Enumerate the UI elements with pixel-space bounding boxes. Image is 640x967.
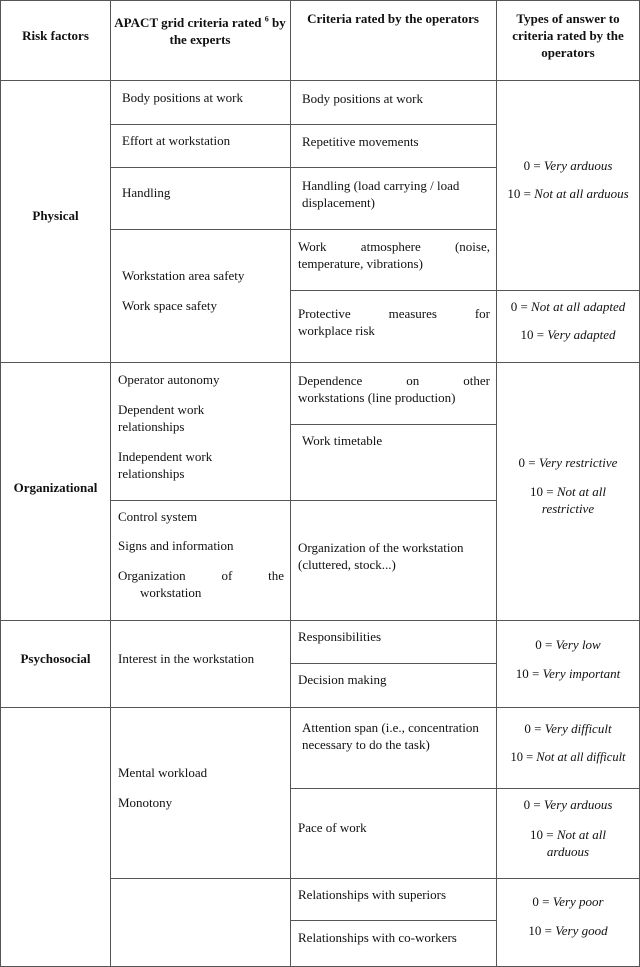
answer-label: Very difficult xyxy=(544,721,612,736)
header-apact-a: APACT grid criteria rated xyxy=(114,15,262,30)
expert-organization-a: Organization of the xyxy=(118,568,284,583)
expert-area-safety: Workstation area safety xyxy=(122,268,245,283)
expert-signs-info: Signs and information xyxy=(118,538,234,553)
operator-organization-ws: Organization of the workstation (cluttered, stock...) xyxy=(298,540,464,572)
operator-attention: Attention span (i.e., concentration necessary to do the task) xyxy=(302,720,479,752)
answer-label: Very arduous xyxy=(543,797,613,812)
expert-space-safety: Work space safety xyxy=(122,298,217,313)
expert-operator-autonomy: Operator autonomy xyxy=(118,372,220,387)
operator-protective-b: workplace risk xyxy=(298,323,375,338)
expert-independent-relationships: Independent work relationships xyxy=(118,449,213,481)
answer-arduous-10 xyxy=(497,185,639,202)
answer-label: Very low xyxy=(555,637,601,652)
operator-repetitive: Repetitive movements xyxy=(302,134,419,149)
answer-prefix: 0 = xyxy=(523,158,544,173)
operator-atmosphere-a: Work atmosphere (noise, xyxy=(298,239,490,254)
answer-restrictive-0 xyxy=(497,454,639,471)
expert-effort: Effort at workstation xyxy=(122,133,231,148)
answer-difficult-0 xyxy=(497,720,639,737)
operator-dependence-b: workstations (line production) xyxy=(298,390,456,405)
answer-prefix: 0 = xyxy=(524,721,545,736)
operator-atmosphere-b: temperature, vibrations) xyxy=(298,256,423,271)
expert-dependent-relationships: Dependent work relationships xyxy=(118,402,205,434)
answer-label: Not at all restrictive xyxy=(541,484,606,516)
expert-body-positions: Body positions at work xyxy=(122,90,243,105)
answer-low-10 xyxy=(497,665,639,682)
answer-label: Not at all arduous xyxy=(546,827,606,859)
answer-prefix: 10 = xyxy=(530,484,557,499)
answer-label: Not at all adapted xyxy=(531,299,626,314)
answer-prefix: 0 = xyxy=(510,299,532,314)
expert-control-system: Control system xyxy=(118,509,198,524)
answer-label: Not at all arduous xyxy=(534,186,629,201)
operator-body-positions: Body positions at work xyxy=(302,91,423,106)
answer-poor-10 xyxy=(497,922,639,939)
answer-arduous-0 xyxy=(497,157,639,174)
operator-protective-a: Protective measures for xyxy=(298,306,490,321)
answer-label: Very good xyxy=(555,923,608,938)
header-answer-types: Types of answer to criteria rated by the operators xyxy=(512,11,624,60)
operator-dependence-a: Dependence on other xyxy=(298,373,490,388)
answer-low-0 xyxy=(497,636,639,653)
answer-restrictive-10 xyxy=(512,483,624,517)
factor-organizational: Organizational xyxy=(13,480,98,495)
header-apact-b: by the experts xyxy=(169,15,286,47)
answer-label: Not at all difficult xyxy=(536,750,626,764)
operator-rel-coworkers: Relationships with co-workers xyxy=(298,930,457,945)
answer-prefix: 10 = xyxy=(530,827,557,842)
expert-mental-workload: Mental workload xyxy=(118,765,208,780)
answer-arduous2-10 xyxy=(512,826,624,860)
answer-label: Very arduous xyxy=(543,158,613,173)
answer-prefix: 10 = xyxy=(520,327,548,342)
answer-prefix: 0 = xyxy=(532,894,553,909)
expert-handling: Handling xyxy=(122,185,171,200)
answer-poor-0 xyxy=(497,893,639,910)
answer-prefix: 0 = xyxy=(518,455,539,470)
answer-prefix: 10 = xyxy=(507,186,535,201)
answer-label: Very restrictive xyxy=(538,455,618,470)
operator-rel-superiors: Relationships with superiors xyxy=(298,887,447,902)
answer-prefix: 0 = xyxy=(523,797,544,812)
answer-adapted-10 xyxy=(497,326,639,343)
header-risk-factors: Risk factors xyxy=(22,28,89,43)
answer-prefix: 10 = xyxy=(528,923,556,938)
operator-pace: Pace of work xyxy=(298,820,367,835)
operator-handling: Handling (load carrying / load displacement) xyxy=(302,178,460,210)
header-apact-sup: 6 xyxy=(264,14,269,24)
expert-organization-b: workstation xyxy=(140,585,202,600)
factor-psychosocial: Psychosocial xyxy=(20,651,91,666)
header-apact-criteria xyxy=(112,14,288,48)
answer-arduous2-0 xyxy=(497,796,639,813)
operator-responsibilities: Responsibilities xyxy=(298,629,382,644)
answer-difficult-10 xyxy=(497,749,639,766)
answer-prefix: 10 = xyxy=(515,666,543,681)
answer-label: Very important xyxy=(542,666,621,681)
operator-decision: Decision making xyxy=(298,672,387,687)
header-operator-criteria: Criteria rated by the operators xyxy=(307,11,479,26)
expert-monotony: Monotony xyxy=(118,795,173,810)
answer-adapted-0 xyxy=(497,298,639,315)
expert-interest: Interest in the workstation xyxy=(118,651,255,666)
answer-label: Very poor xyxy=(552,894,604,909)
answer-label: Very adapted xyxy=(547,327,616,342)
factor-physical: Physical xyxy=(32,208,79,223)
answer-prefix: 10 = xyxy=(510,750,537,764)
operator-timetable: Work timetable xyxy=(302,433,383,448)
answer-prefix: 0 = xyxy=(535,637,556,652)
